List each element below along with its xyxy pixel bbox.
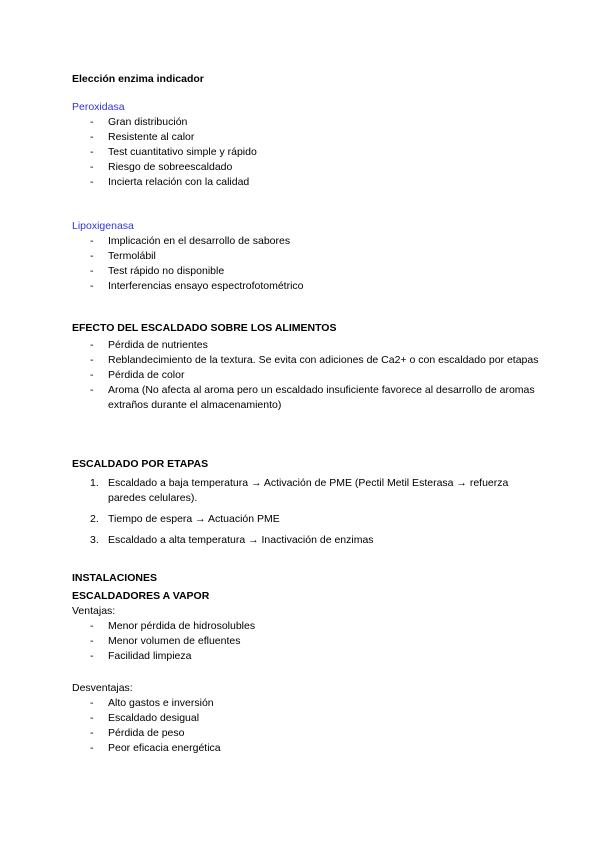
list-item: - Peor eficacia energética xyxy=(90,742,221,754)
list-item: - Reblandecimiento de la textura. Se evita con adiciones de Ca2+ o con escaldado por etapas xyxy=(90,354,539,366)
list-item: - Facilidad limpieza xyxy=(90,650,192,662)
list-item: - Pérdida de peso xyxy=(90,727,185,739)
etapas-heading: ESCALDADO POR ETAPAS xyxy=(72,458,209,470)
list-item: - Aroma (No afecta al aroma pero un escaldado insuficiente favorece al desarrollo de aromas extraños durante el almacenamiento) xyxy=(90,384,535,411)
ventajas-label: Ventajas: xyxy=(72,605,116,617)
enzima-heading: Elección enzima indicador xyxy=(72,73,204,85)
list-item: - Test cuantitativo simple y rápido xyxy=(90,146,257,158)
lipoxigenasa-section xyxy=(72,219,540,294)
desventajas-label: Desventajas: xyxy=(72,682,133,694)
list-item: 1. Escaldado a baja temperatura → Activación de PME (Pectil Metil Esterasa → refuerza paredes celulares). xyxy=(90,477,509,504)
peroxidasa-list xyxy=(72,115,540,190)
desventajas-list xyxy=(72,696,540,756)
list-item: - Termolábil xyxy=(90,250,156,262)
list-item: - Resistente al calor xyxy=(90,131,195,143)
list-item: 2. Tiempo de espera → Actuación PME xyxy=(90,513,280,525)
list-item: 3. Escaldado a alta temperatura → Inactivación de enzimas xyxy=(90,534,374,546)
list-item: - Menor pérdida de hidrosolubles xyxy=(90,620,256,632)
efecto-list xyxy=(72,338,540,413)
list-item: - Incierta relación con la calidad xyxy=(90,176,250,188)
lipoxigenasa-label: Lipoxigenasa xyxy=(72,220,134,232)
escaldadores-heading: ESCALDADORES A VAPOR xyxy=(72,590,210,602)
list-item: - Interferencias ensayo espectrofotométrico xyxy=(90,280,304,292)
list-item: - Implicación en el desarrollo de sabores xyxy=(90,235,291,247)
list-item: - Pérdida de color xyxy=(90,369,185,381)
instalaciones-heading: INSTALACIONES xyxy=(72,572,157,584)
list-item: - Escaldado desigual xyxy=(90,712,200,724)
list-item: - Test rápido no disponible xyxy=(90,265,225,277)
list-item: - Riesgo de sobreescaldado xyxy=(90,161,233,173)
peroxidasa-label: Peroxidasa xyxy=(72,101,125,113)
etapas-section xyxy=(72,457,540,554)
peroxidasa-section xyxy=(72,100,540,190)
list-item: - Pérdida de nutrientes xyxy=(90,339,208,351)
efecto-heading: EFECTO DEL ESCALDADO SOBRE LOS ALIMENTOS xyxy=(72,322,337,334)
enzima-section xyxy=(72,72,540,87)
list-item: - Alto gastos e inversión xyxy=(90,697,214,709)
efecto-section xyxy=(72,321,540,413)
list-item: - Menor volumen de efluentes xyxy=(90,635,241,647)
desventajas-section xyxy=(72,681,540,756)
lipoxigenasa-list xyxy=(72,234,540,294)
instalaciones-section xyxy=(72,571,540,664)
etapas-list xyxy=(72,476,540,548)
ventajas-list xyxy=(72,619,540,664)
list-item: - Gran distribución xyxy=(90,116,188,128)
